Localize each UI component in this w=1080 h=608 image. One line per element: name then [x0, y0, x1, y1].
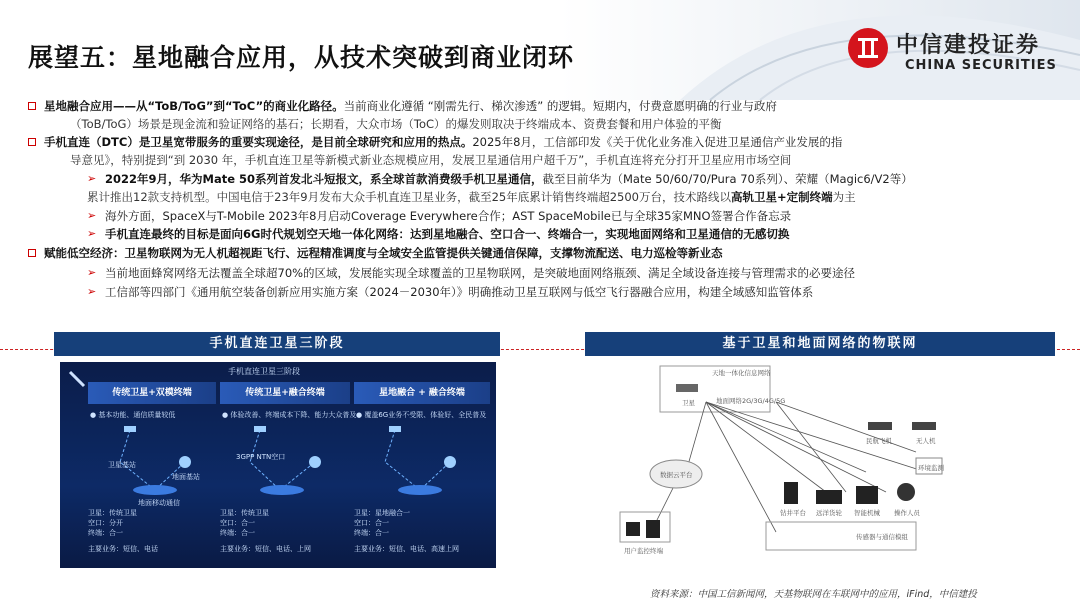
worker-label: 操作人员 [894, 509, 920, 517]
spec-terminal: 终端：合一 [220, 529, 255, 537]
stage-1-feature: ● 基本功能、通信质量较低 [90, 411, 176, 419]
bullet-ground-integration [44, 97, 777, 115]
spec-service: 主要业务：短信、电话、高速上网 [354, 545, 459, 553]
arrow-right-icon: ➢ [87, 266, 97, 279]
stage-3-feature: ● 覆盖6G业务不受限、体验好、全民普及 [356, 411, 487, 419]
bullet-square-icon [28, 102, 36, 110]
brand-name-en: CHINA SECURITIES [905, 58, 1057, 73]
sub-bullet-text: 海外方面，SpaceX与T-Mobile 2023年8月启动Coverage Everywhere合作；AST SpaceMobile已与全球35家MNO签署合作备忘录 [105, 209, 792, 223]
drone-label: 无人机 [916, 437, 936, 445]
rig-label: 钻井平台 [780, 509, 806, 517]
stage-3-label: 星地融合 + 融合终端 [354, 382, 490, 404]
spec-service: 主要业务：短信、电话 [88, 545, 158, 553]
spec-air-interface: 空口：分开 [88, 519, 123, 527]
spec-satellite: 卫星：星地融合一 [354, 509, 410, 517]
dtc-stages-diagram [60, 362, 496, 568]
iot-network-graphic [616, 362, 1054, 572]
iot-network-diagram [616, 362, 1054, 572]
bullet-square-icon [28, 138, 36, 146]
arrow-right-icon: ➢ [87, 227, 97, 240]
sub-bullet-heading: 手机直连最终的目标是面向6G时代规划空天地一体化网络：达到星地融合、空口合一、终端合一，实现地面网络和卫星通信的无感切换 [105, 227, 790, 241]
ground-net-label: 地面网络2G/3G/4G/5G [716, 397, 786, 405]
stage-1-specs [88, 508, 216, 554]
diagram-caption: 手机直连卫星三阶段 [228, 367, 300, 376]
arrow-right-icon: ➢ [87, 285, 97, 298]
bullet-heading: 赋能低空经济：卫星物联网为无人机超视距飞行、远程精准调度与全域安全监管提供关键通信保障，支撑物流配送、电力巡检等新业态 [44, 246, 723, 260]
bullet-square-icon [28, 249, 36, 257]
left-panel-title: 手机直连卫星三阶段 [54, 332, 500, 356]
vehicle-label: 智能机械 [854, 509, 880, 517]
bullet-heading: 手机直连（DTC）是卫星宽带服务的重要实现途径，是目前全球研究和应用的热点。 [44, 135, 473, 149]
bullet-text: 2025年8月，工信部印发《关于优化业务准入促进卫星通信产业发展的指 [472, 135, 843, 149]
stage-2-feature: ● 体验改善、终端成本下降、能力大众普及 [222, 411, 357, 419]
sub-bullet-text: 截至目前华为（Mate 50/60/70/Pura 70系列）、荣耀（Magic6/V2等） [542, 172, 913, 186]
spec-air-interface: 空口：合一 [220, 519, 255, 527]
arrow-right-icon: ➢ [87, 172, 97, 185]
stage-3-specs [354, 508, 490, 554]
sensor-label: 传感器与通信模组 [856, 533, 908, 541]
spec-satellite: 卫星：传统卫星 [220, 509, 269, 517]
bullet-text: 当前商业化遵循 “刚需先行、梯次渗透” 的逻辑。短期内，付费意愿明确的行业与政府 [343, 99, 777, 113]
sub-bullet-text: 当前地面蜂窝网络无法覆盖全球超70%的区域，发展能实现全球覆盖的卫星物联网，是突破地面网络瓶颈、满足全域设备连接与管理需求的必要途径 [105, 266, 856, 280]
sub-bullet-policy [87, 283, 814, 301]
ground-station-label: 地面基站 [172, 473, 200, 481]
source-note: 资料来源：中国工信新闻网，天基物联网在车联网中的应用，iFind，中信建投 [650, 589, 977, 600]
spec-terminal: 终端：合一 [354, 529, 389, 537]
spec-service: 主要业务：短信、电话、上网 [220, 545, 311, 553]
company-logo-icon [848, 28, 888, 68]
sub-bullet-6g [87, 225, 790, 243]
bullet-low-altitude [44, 244, 723, 262]
gpp-label: 3GPP NTN空口 [236, 453, 286, 461]
sub-bullet-emphasis: 高轨卫星+定制终端 [730, 190, 833, 204]
stage-1-label: 传统卫星+双模终端 [88, 382, 216, 404]
bullet-dtc [44, 133, 842, 151]
sub-bullet-text: 累计推出12款支持机型。中国电信于23年9月发布大众手机直连卫星业务，截至25年底累计销售终端超2500万台，技术路线以 [87, 190, 731, 204]
terminal-label: 用户监控终端 [624, 547, 663, 555]
ship-label: 远洋货轮 [816, 509, 842, 517]
sat-label: 卫星 [682, 399, 695, 407]
spec-terminal: 终端：合一 [88, 529, 123, 537]
sub-bullet-heading: 2022年9月，华为Mate 50系列首发北斗短报文，系全球首款消费级手机卫星通信， [105, 172, 543, 186]
right-panel-title: 基于卫星和地面网络的物联网 [585, 332, 1055, 356]
sub-bullet-continuation [87, 188, 856, 206]
cloud-label: 数据云平台 [660, 471, 693, 479]
brand-name-cn: 中信建投证券 [896, 33, 1041, 58]
stage-2-specs [220, 508, 350, 554]
bullet-continuation: 导意见》，特别提到“到 2030 年，手机直连卫星等新模式新业态规模应用，发展卫星通信用户超千万”，手机直连将充分打开卫星应用市场空间 [70, 153, 792, 167]
env-label: 环境监测 [918, 464, 944, 472]
plane-label: 民航飞机 [866, 437, 892, 445]
net-label: 天地一体化信息网络 [712, 369, 771, 377]
sat-station-label: 卫星基站 [108, 461, 136, 469]
sub-bullet-coverage [87, 264, 856, 282]
sub-bullet-huawei [87, 170, 913, 188]
bullet-continuation: （ToB/ToG）场景是现金流和验证网络的基石；长期看，大众市场（ToC）的爆发则取决于终端成本、资费套餐和用户体验的平衡 [70, 117, 722, 131]
spec-air-interface: 空口：合一 [354, 519, 389, 527]
stage-2-label: 传统卫星+融合终端 [220, 382, 350, 404]
spec-satellite: 卫星：传统卫星 [88, 509, 137, 517]
arrow-right-icon: ➢ [87, 209, 97, 222]
page-title: 展望五：星地融合应用，从技术突破到商业闭环 [28, 43, 575, 72]
core-network-label: 地面移动通信 [138, 499, 180, 507]
sub-bullet-overseas [87, 207, 792, 225]
sub-bullet-text: 为主 [832, 190, 856, 204]
bullet-heading: 星地融合应用——从“ToB/ToG”到“ToC”的商业化路径。 [44, 99, 344, 113]
sub-bullet-text: 工信部等四部门《通用航空装备创新应用实施方案（2024－2030年）》明确推动卫星互联网与低空飞行器融合应用，构建全域感知监管体系 [105, 285, 814, 299]
